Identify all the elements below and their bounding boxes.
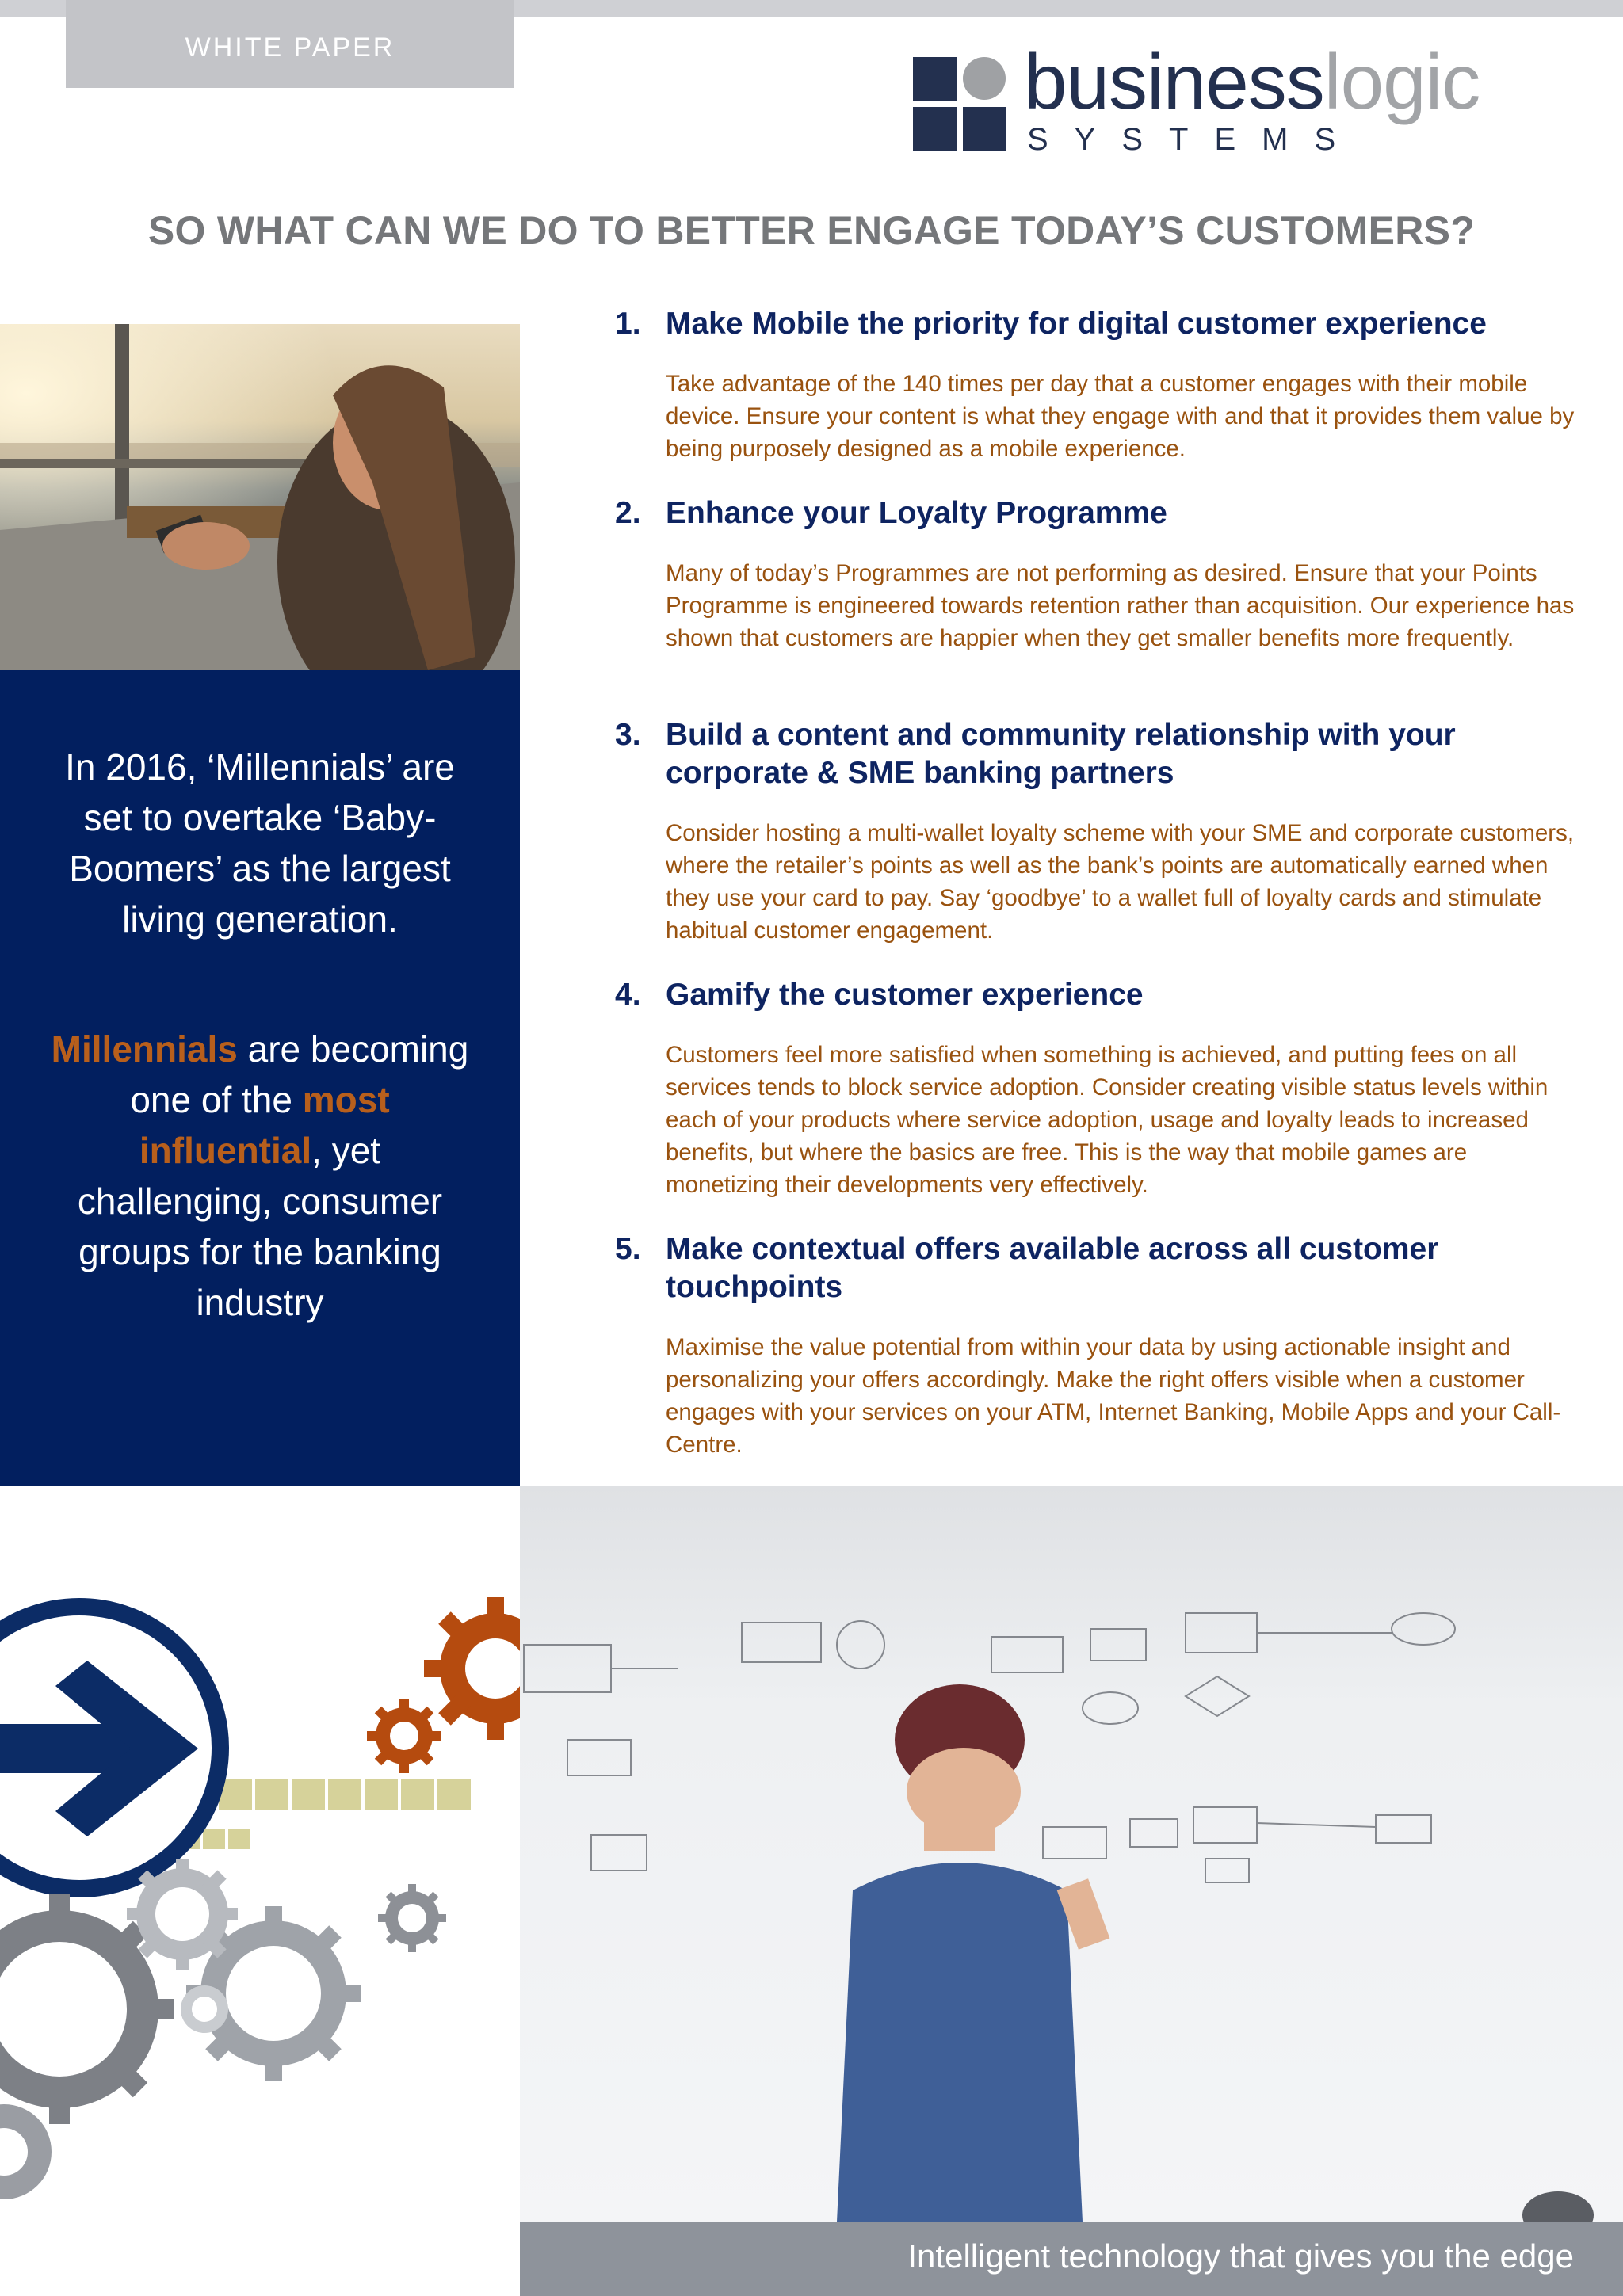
woman-photo-illustration: [0, 324, 520, 670]
company-logo: [913, 38, 1563, 158]
gray-gear-tiny-icon: [378, 1884, 446, 1952]
callout-quote-1: In 2016, ‘Millennials’ are set to overtake ‘Baby-Boomers’ as the largest living generation.: [65, 746, 455, 940]
list-item-title: Make Mobile the priority for digital customer experience: [666, 307, 1487, 341]
list-item-2-body: Many of today’s Programmes are not performing as desired. Ensure that your Points Programme is engineered towards retention rather than acquisition. Our experience has shown that customers are happier when they get smaller benefits more frequently.: [666, 560, 1575, 651]
list-item-title: Gamify the customer experience: [666, 978, 1144, 1012]
list-item-number: 4.: [615, 978, 641, 1012]
list-item-title: Make contextual offers available across all customer touchpoints: [666, 1232, 1439, 1304]
list-item-title: Enhance your Loyalty Programme: [666, 496, 1167, 530]
logo-subtitle: SYSTEMS: [1027, 122, 1362, 157]
whiteboard-photo-illustration: [520, 1486, 1623, 2222]
list-item-number: 3.: [615, 718, 641, 752]
gray-gear-mini-icon: [181, 1985, 228, 2033]
list-item-number: 5.: [615, 1232, 641, 1266]
orange-gear-large-icon: [424, 1597, 520, 1740]
callout-highlight-influential: most influential: [139, 1079, 390, 1171]
whiteboard-photo: [520, 1486, 1623, 2222]
callout-text-b: , yet challenging, consumer groups for the banking industry: [77, 1130, 443, 1323]
gray-gear-small-icon: [127, 1859, 238, 1970]
logo-mark-icon: [913, 57, 1006, 151]
logo-word-logic: logic: [1323, 38, 1480, 125]
list-item-number: 2.: [615, 496, 641, 530]
callout-quote-2: [40, 1024, 480, 1328]
list-item-1-body: Take advantage of the 140 times per day that a customer engages with their mobile device. Ensure your content is what they engage with and that it provides them value by being purposely designed as a mobile experience.: [666, 371, 1575, 462]
arrow-circle-icon: [0, 1607, 220, 1889]
gears-arrow-graphic: [0, 1486, 520, 2296]
callout-text-a: are becoming one of the: [130, 1028, 469, 1120]
list-item-title: Build a content and community relationship with your corporate & SME banking partners: [666, 718, 1456, 790]
footer-bar: [520, 2222, 1623, 2296]
list-item-3-body: Consider hosting a multi-wallet loyalty scheme with your SME and corporate customers, where the retailer’s points as well as the bank’s points are automatically earned when they use your card to pay. Say ‘goodbye’ to a wallet full of loyalty cards and stimulate habitual customer engagement.: [666, 820, 1575, 944]
callout-highlight-millennials: Millennials: [51, 1028, 238, 1070]
orange-gear-small-icon: [367, 1699, 441, 1773]
document-type-tab: WHITE PAPER: [66, 0, 514, 88]
logo-wordmark: [1024, 38, 1480, 125]
footer-tagline: Intelligent technology that gives you the edge: [907, 2237, 1574, 2275]
man-figure: [837, 1684, 1109, 2222]
gears-illustration: [0, 1486, 520, 2296]
list-item-number: 1.: [615, 307, 641, 341]
list-item-5-body: Maximise the value potential from within your data by using actionable insight and personalizing your offers accordingly. Make the right offers visible when a customer engages with your services on your ATM, Internet Banking, Mobile Apps and your Call-Centre.: [666, 1334, 1561, 1458]
gray-gear-edge-icon: [0, 2104, 52, 2199]
page-headline: SO WHAT CAN WE DO TO BETTER ENGAGE TODAY’S CUSTOMERS?: [147, 208, 1476, 253]
list-item-4-body: Customers feel more satisfied when something is achieved, and putting fees on all services tends to block service adoption. Consider creating visible status levels within each of your products where service adoption, usage and loyalty leads to increased benefits, but where the basics are free. This is the way that mobile games are monetizing their developments very effectively.: [666, 1042, 1549, 1198]
woman-with-phone-photo: [0, 324, 520, 670]
millennials-callout-panel: [0, 670, 520, 1486]
logo-word-business: business: [1024, 38, 1324, 125]
